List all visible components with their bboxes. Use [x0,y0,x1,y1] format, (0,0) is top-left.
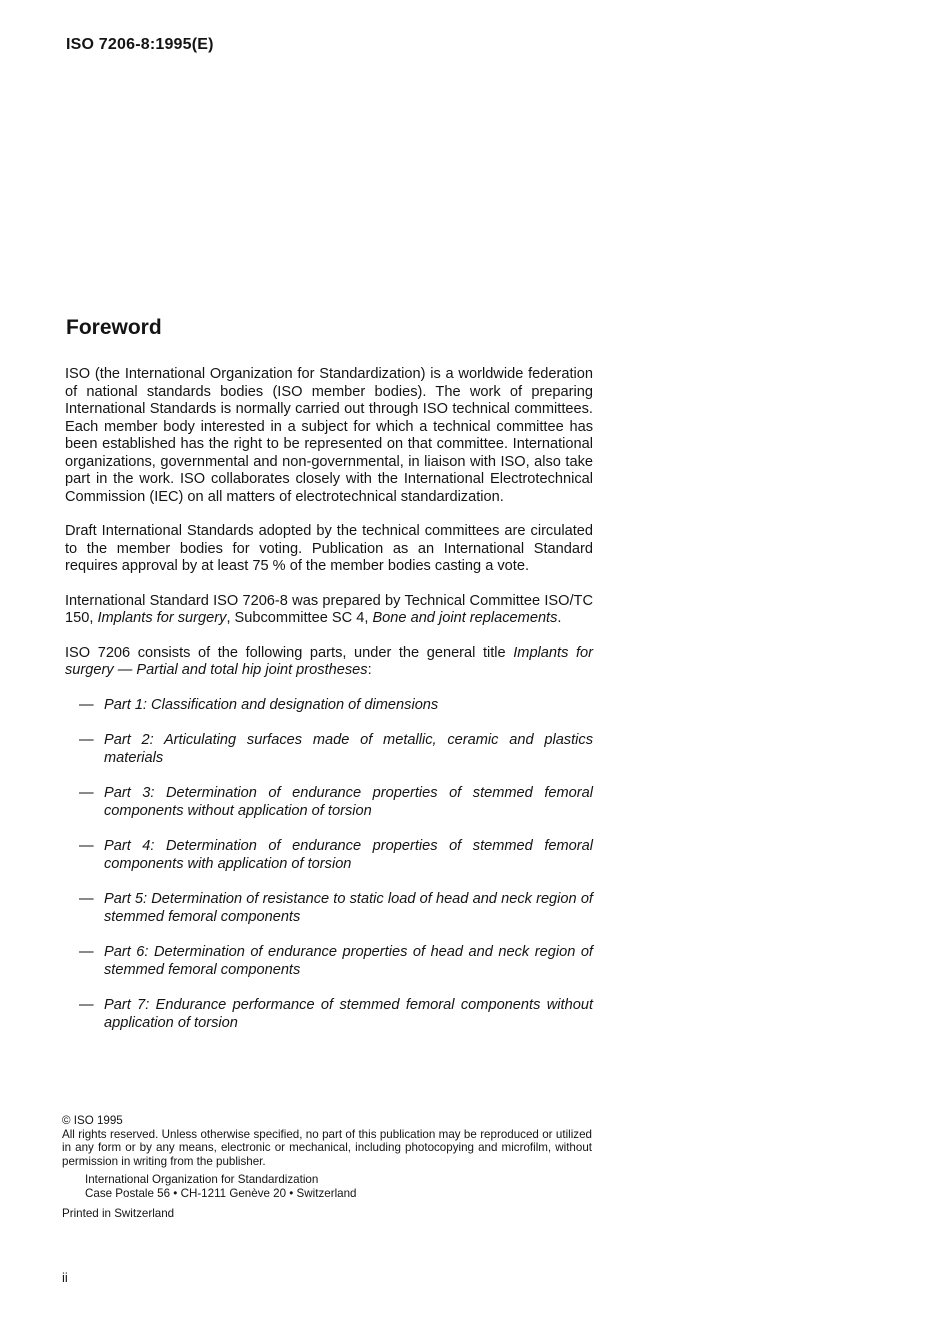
rights-statement: All rights reserved. Unless otherwise specified, no part of this publication may be reproduced or utilized in any form or by any means, electronic or mechanical, including photocopying and microfilm, without permission in writing from the publisher. [62,1127,592,1168]
parts-intro-text: ISO 7206 consists of the following parts, under the general title [65,644,514,661]
paragraph-prepared-by [65,593,593,628]
dash: — [79,696,94,713]
publisher-address [85,1173,592,1200]
publisher-name: International Organization for Standardization [85,1173,319,1187]
list-item [65,891,593,926]
dash: — [79,785,94,801]
list-item [65,997,593,1032]
part-title: Part 5: Determination of resistance to static load of head and neck region of stemmed femoral components [104,891,593,925]
paragraph-parts-intro [65,645,593,680]
general-title: Implants for surgery — Partial and total hip joint prostheses [65,644,593,678]
subcommittee-title: Bone and joint replacements [372,610,558,626]
parts-list [65,697,593,1033]
printed-in: Printed in Switzerland [62,1206,175,1220]
foreword-body [65,366,593,1050]
copyright-block [62,1114,592,1220]
dash: — [79,891,94,907]
list-item [65,732,593,767]
list-item [65,944,593,979]
dash: — [79,944,94,960]
prepared-by-text: International Standard ISO 7206-8 was prepared by Technical Committee ISO/TC 150, [65,592,593,626]
part-title: Part 3: Determination of endurance properties of stemmed femoral components without application of torsion [104,785,593,819]
part-title: Part 2: Articulating surfaces made of metallic, ceramic and plastics materials [104,732,593,766]
page-title: Foreword [66,316,162,339]
list-item [65,838,593,873]
subcommittee-text: , Subcommittee SC 4, [226,610,373,626]
dash: — [79,838,94,854]
committee-title: Implants for surgery [97,610,227,626]
copyright-line: © ISO 1995 [62,1114,123,1127]
dash: — [79,997,94,1013]
colon: : [367,662,372,678]
paragraph-iso-intro: ISO (the International Organization for Standardization) is a worldwide federation of national standards bodies (ISO member bodies). The work of preparing International Standards is normally carried out through ISO technical committees. Each member body interested in a subject for which a technical committee has been established has the right to be represented on that committee. International organizations, governmental and non-governmental, in liaison with ISO, also take part in the work. ISO collaborates closely with the International Electrotechnical Commission (IEC) on all matters of electrotechnical standardization. [65,366,593,505]
part-title: Part 7: Endurance performance of stemmed femoral components without application of torsion [104,997,593,1031]
period: . [557,610,562,626]
part-title: Part 4: Determination of endurance properties of stemmed femoral components with application of torsion [104,838,593,872]
postal-address: Case Postale 56 • CH-1211 Genève 20 • Switzerland [85,1186,357,1200]
dash: — [79,732,94,748]
part-title: Part 6: Determination of endurance properties of head and neck region of stemmed femoral components [104,944,593,978]
document-header: ISO 7206-8:1995(E) [66,36,214,53]
part-title: Part 1: Classification and designation of dimensions [104,696,439,713]
paragraph-draft-standards: Draft International Standards adopted by the technical committees are circulated to the member bodies for voting. Publication as an International Standard requires approval by at least 75 % of the member bodies casting a vote. [65,523,593,574]
list-item [65,785,593,820]
list-item [65,697,593,715]
page-number: ii [62,1270,68,1285]
